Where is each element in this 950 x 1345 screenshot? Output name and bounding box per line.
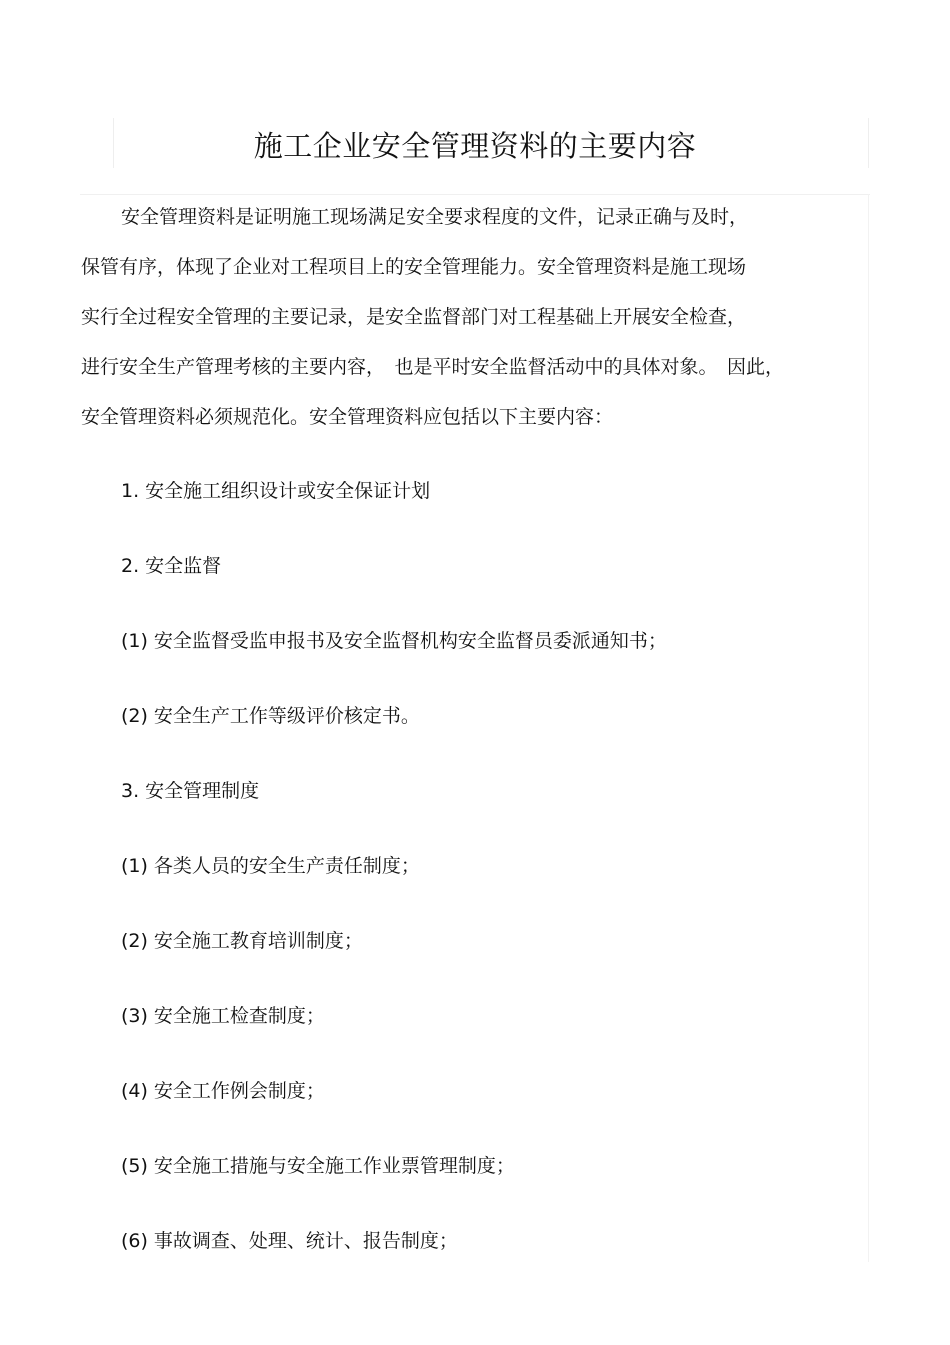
list-item: [121, 929, 363, 953]
list-item-number: (2): [121, 930, 148, 952]
list-item-text: 安全施工检查制度；: [153, 1005, 325, 1027]
content-top-rule: [80, 194, 870, 195]
list-item-text: 各类人员的安全生产责任制度；: [153, 855, 420, 877]
list-item-number: (2): [121, 705, 148, 727]
list-item: [121, 854, 420, 878]
list-item-number: (4): [121, 1080, 148, 1102]
list-item: [121, 1154, 515, 1178]
list-item: [121, 1079, 325, 1103]
list-item-number: (1): [121, 630, 148, 652]
list-item: [121, 554, 221, 578]
list-item-number: 1.: [121, 480, 140, 502]
list-item-text: 安全监督: [145, 555, 222, 577]
list-item: [121, 1004, 325, 1028]
intro-line: 进行安全生产管理考核的主要内容， 也是平时安全监督活动中的具体对象。 因此，: [81, 356, 785, 378]
intro-line: 实行全过程安全管理的主要记录，是安全监督部门对工程基础上开展安全检查，: [81, 306, 747, 328]
intro-line: 安全管理资料是证明施工现场满足安全要求程度的文件，记录正确与及时，: [121, 206, 749, 228]
list-item-text: 安全施工教育培训制度；: [153, 930, 363, 952]
intro-line: 保管有序，体现了企业对工程项目上的安全管理能力。安全管理资料是施工现场: [81, 256, 747, 278]
list-item-number: 3.: [121, 780, 140, 802]
list-item: [121, 629, 667, 653]
intro-line: 安全管理资料必须规范化。安全管理资料应包括以下主要内容：: [81, 406, 614, 428]
list-item-text: 安全管理制度: [145, 780, 260, 802]
list-item-text: 安全施工措施与安全施工作业票管理制度；: [153, 1155, 515, 1177]
list-item-text: 安全生产工作等级评价核定书。: [153, 705, 420, 727]
list-item: [121, 779, 259, 803]
list-item-number: 2.: [121, 555, 140, 577]
list-item: [121, 479, 430, 503]
list-item-number: (6): [121, 1230, 148, 1252]
list-item-text: 安全工作例会制度；: [153, 1080, 325, 1102]
list-item: [121, 1229, 458, 1253]
list-item-number: (3): [121, 1005, 148, 1027]
list-item-text: 安全施工组织设计或安全保证计划: [145, 480, 431, 502]
list-item: [121, 704, 420, 728]
document-title: 施工企业安全管理资料的主要内容: [253, 129, 697, 163]
list-item-number: (1): [121, 855, 148, 877]
content-right-rule: [868, 194, 869, 1262]
list-item-text: 事故调查、处理、统计、报告制度；: [153, 1230, 458, 1252]
list-item-number: (5): [121, 1155, 148, 1177]
list-item-text: 安全监督受监申报书及安全监督机构安全监督员委派通知书；: [153, 630, 667, 652]
